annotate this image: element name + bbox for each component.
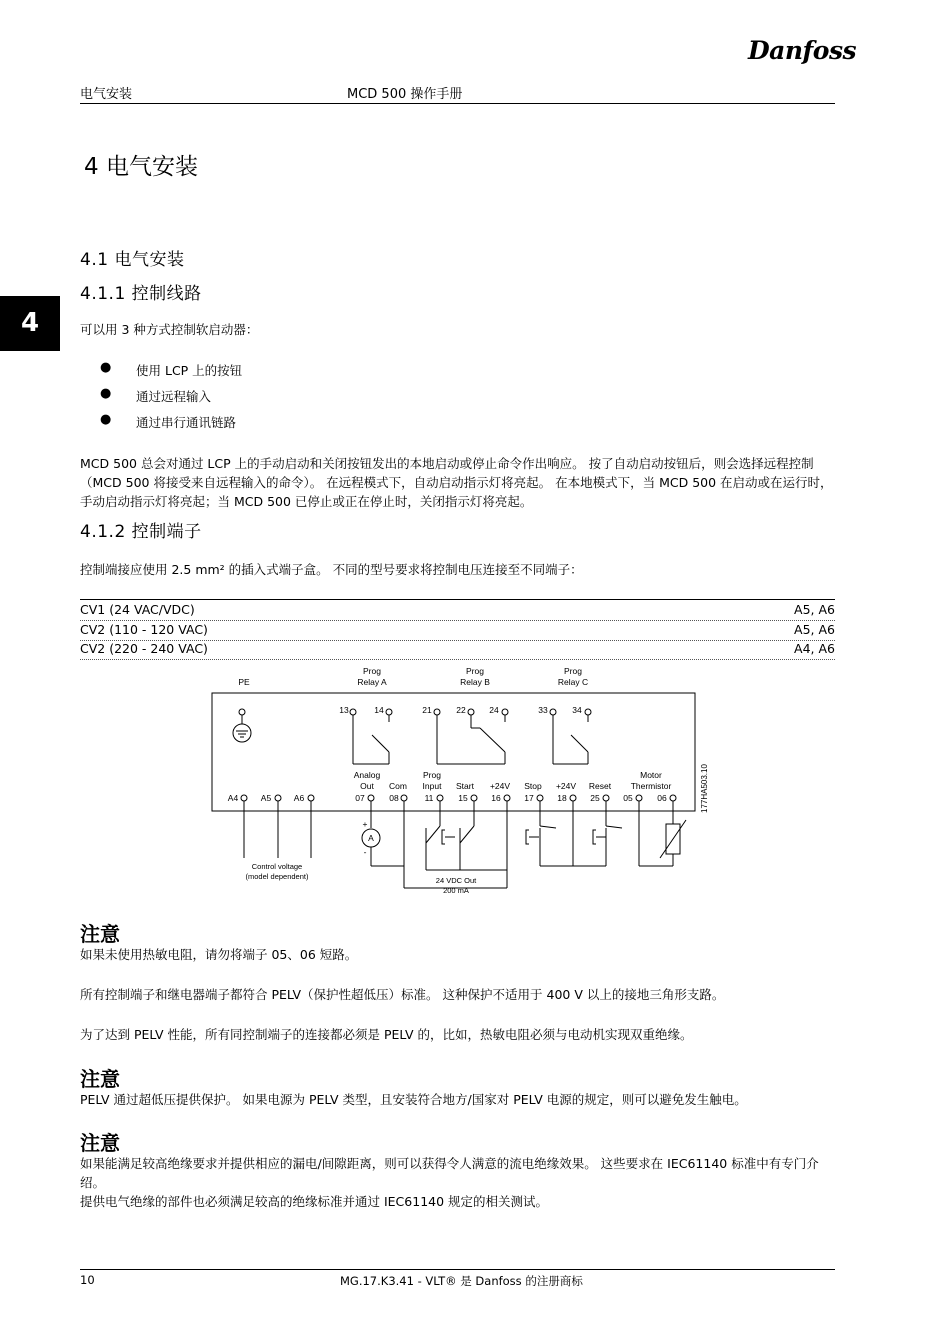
motor-thermistor-label: Motor (640, 770, 662, 780)
voltage-label: CV2 (220 - 240 VAC) (80, 641, 208, 656)
terminal-number: 18 (557, 793, 567, 803)
note-heading: 注意 (80, 1131, 120, 1155)
reset-label: Reset (588, 781, 612, 791)
dc-out-label: 200 mA (443, 886, 469, 895)
relay-a-label: Prog (363, 666, 381, 676)
voltage-label: CV2 (110 - 120 VAC) (80, 622, 208, 637)
terminal-number: 16 (491, 793, 501, 803)
analog-out-label: Analog (353, 770, 381, 780)
terminal-number: 17 (524, 793, 534, 803)
terminal-number: 24 (489, 705, 499, 715)
relay-a-label: Relay A (357, 677, 387, 687)
bullet-icon: ● (100, 412, 112, 427)
analog-out-label: Out (360, 781, 374, 791)
terminal-value: A4, A6 (794, 641, 835, 656)
terminal-number: A5 (260, 793, 272, 803)
terminal-number: 22 (456, 705, 466, 715)
header-manual-title: MCD 500 操作手册 (347, 87, 463, 102)
bullet-item: 通过远程输入 (136, 389, 212, 404)
plus24v-label: +24V (489, 781, 511, 791)
terminal-number: 13 (339, 705, 349, 715)
note-text: 如果能满足较高绝缘要求并提供相应的漏电/间隙距离，则可以获得令人满意的流电绝缘效果。 这些要求在 IEC61140 标准中有专门介绍。 (80, 1156, 819, 1190)
terminal-number: A4 (227, 793, 239, 803)
terminal-number: 11 (424, 793, 434, 803)
note-text: PELV 通过超低压提供保护。 如果电源为 PELV 类型，且安装符合地方/国家对 PELV 电源的规定，则可以避免发生触电。 (80, 1092, 747, 1107)
terminal-number: 15 (458, 793, 468, 803)
meter-letter: A (368, 833, 374, 843)
relay-b-label: Relay B (460, 677, 490, 687)
dc-out-label: 24 VDC Out (435, 876, 477, 885)
terminal-number: 14 (374, 705, 384, 715)
chapter-tab: 4 (0, 296, 60, 351)
prog-input-label: Input (422, 781, 442, 791)
minus-sign: - (363, 847, 367, 857)
terminal-value: A5, A6 (794, 622, 835, 637)
stop-label: Stop (524, 781, 542, 791)
section-4-1-2-heading: 4.1.2 控制端子 (80, 522, 202, 542)
control-voltage-label: Control voltage (251, 862, 303, 871)
terminal-number: 21 (422, 705, 432, 715)
pelv-paragraph: 所有控制端子和继电器端子都符合 PELV（保护性超低压）标准。 这种保护不适用于 400 V 以上的接地三角形支路。 (80, 987, 725, 1002)
note-text: 如果未使用热敏电阻，请勿将端子 05、06 短路。 (80, 947, 358, 962)
pe-label: PE (238, 677, 250, 687)
note-heading: 注意 (80, 1067, 120, 1091)
figure-code: 177HA503.10 (700, 764, 709, 813)
terminal-number: A6 (293, 793, 305, 803)
section-4-1-heading: 4.1 电气安装 (80, 250, 185, 270)
terminal-value: A5, A6 (794, 602, 835, 617)
terminal-intro: 控制端接应使用 2.5 mm² 的插入式端子盒。 不同的型号要求将控制电压连接至不同端子： (80, 562, 583, 577)
plus24v-label: +24V (555, 781, 577, 791)
terminal-number: 25 (590, 793, 600, 803)
plus-sign: + (362, 819, 368, 829)
page-number: 10 (80, 1273, 95, 1287)
chapter-title: 4 电气安装 (84, 154, 198, 180)
earth-icon (233, 724, 251, 742)
terminal-number: 08 (389, 793, 399, 803)
start-stop-paragraph: MCD 500 总会对通过 LCP 上的手动启动和关闭按钮发出的本地启动或停止命令作出响应。 按了自动启动按钮后，则会选择远程控制（MCD 500 将接受来自远程输入的命令）。 在远程模式下，自动启动指示灯将亮起。 在本地模式下，当 MCD 500 在启动或在运行时，手动启动指示灯将亮起；当 MCD 500 已停止或正在停止时，关闭指示灯将亮起。 (80, 456, 833, 509)
bullet-icon: ● (100, 360, 112, 375)
footer-trademark: MG.17.K3.41 - VLT® 是 Danfoss 的注册商标 (340, 1274, 583, 1288)
bullet-icon: ● (100, 386, 112, 401)
motor-thermistor-label: Thermistor (630, 781, 672, 791)
terminal-number: 06 (657, 793, 667, 803)
terminal-number: 07 (355, 793, 365, 803)
control-voltage-label: (model dependent) (245, 872, 309, 881)
pelv-paragraph: 为了达到 PELV 性能，所有同控制端子的连接都必须是 PELV 的，比如，热敏电阻必须与电动机实现双重绝缘。 (80, 1027, 693, 1042)
start-label: Start (456, 781, 474, 791)
relay-b-label: Prog (466, 666, 484, 676)
bullet-item: 通过串行通讯链路 (136, 415, 237, 430)
voltage-label: CV1 (24 VAC/VDC) (80, 602, 195, 617)
section-4-1-1-heading: 4.1.1 控制线路 (80, 284, 202, 304)
prog-input-label: Prog (423, 770, 441, 780)
footer-rule (80, 1269, 835, 1270)
bullet-item: 使用 LCP 上的按钮 (136, 363, 243, 378)
header-section-title: 电气安装 (80, 87, 133, 102)
terminal-number: 05 (623, 793, 633, 803)
relay-c-label: Prog (564, 666, 582, 676)
note-text: 提供电气绝缘的部件也必须满足较高的绝缘标准并通过 IEC61140 规定的相关测试。 (80, 1194, 549, 1209)
note-heading: 注意 (80, 922, 120, 946)
terminal-number: 33 (538, 705, 548, 715)
diagram-labels (228, 666, 709, 895)
terminal-number: 34 (572, 705, 582, 715)
control-methods-intro: 可以用 3 种方式控制软启动器： (80, 322, 259, 337)
relay-c-label: Relay C (557, 677, 589, 687)
com-label: Com (389, 781, 407, 791)
danfoss-logo: Danfoss (748, 36, 857, 65)
pe-terminal (239, 709, 245, 715)
